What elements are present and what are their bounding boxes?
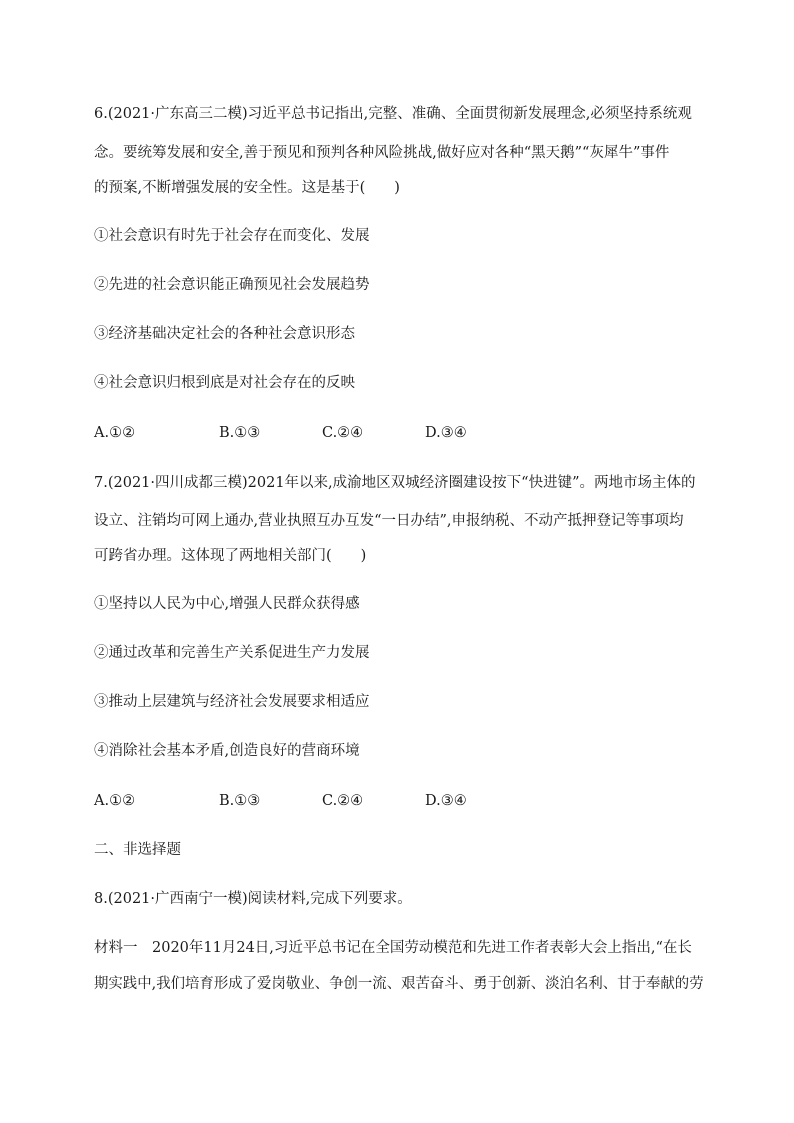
q8-material-line-2: 期实践中,我们培育形成了爱岗敬业、争创一流、艰苦奋斗、勇于创新、淡泊名利、甘于奉献的劳 <box>94 976 704 992</box>
q8-stem-line-1: 8.(2021·广西南宁一模)阅读材料,完成下列要求。 <box>94 891 412 907</box>
q6-option-b: B.①③ <box>219 425 261 441</box>
q7-option-b: B.①③ <box>219 793 261 809</box>
q6-stem-line-1: 6.(2021·广东高三二模)习近平总书记指出,完整、准确、全面贯彻新发展理念,必须坚持系统观 <box>94 106 692 122</box>
q6-stem-line-3: 的预案,不断增强发展的安全性。这是基于( ) <box>94 180 400 196</box>
q6-option-c: C.②④ <box>322 425 364 441</box>
q6-statement-4: ④社会意识归根到底是对社会存在的反映 <box>94 375 355 391</box>
q6-stem-line-2: 念。要统筹发展和安全,善于预见和预判各种风险挑战,做好应对各种“黑天鹅”“灰犀牛”事件 <box>94 145 670 161</box>
q7-option-d: D.③④ <box>425 793 467 809</box>
q6-statement-1: ①社会意识有时先于社会存在而变化、发展 <box>94 228 370 244</box>
q7-statement-3: ③推动上层建筑与经济社会发展要求相适应 <box>94 694 370 710</box>
q7-option-a: A.①② <box>94 793 136 809</box>
q6-statement-2: ②先进的社会意识能正确预见社会发展趋势 <box>94 277 370 293</box>
q7-statement-1: ①坚持以人民为中心,增强人民群众获得感 <box>94 596 360 612</box>
q6-option-a: A.①② <box>94 425 136 441</box>
q7-option-c: C.②④ <box>322 793 364 809</box>
q7-stem-line-1: 7.(2021·四川成都三模)2021年以来,成渝地区双城经济圈建设按下“快进键”。两地市场主体的 <box>94 475 696 491</box>
q7-options <box>94 791 704 811</box>
q7-statement-2: ②通过改革和完善生产关系促进生产力发展 <box>94 645 370 661</box>
document-page <box>94 0 704 1123</box>
q7-stem-line-2: 设立、注销均可网上通办,营业执照互办互发“一日办结”,申报纳税、不动产抵押登记等事项均 <box>94 513 684 529</box>
section-title: 二、非选择题 <box>94 842 181 858</box>
q6-statement-3: ③经济基础决定社会的各种社会意识形态 <box>94 326 355 342</box>
q7-stem-line-3: 可跨省办理。这体现了两地相关部门( ) <box>94 548 367 564</box>
q7-statement-4: ④消除社会基本矛盾,创造良好的营商环境 <box>94 743 360 759</box>
q6-option-d: D.③④ <box>425 425 467 441</box>
q8-material-line-1: 材料一 2020年11月24日,习近平总书记在全国劳动模范和先进工作者表彰大会上指出,“在长 <box>94 940 692 956</box>
q6-options <box>94 423 704 443</box>
